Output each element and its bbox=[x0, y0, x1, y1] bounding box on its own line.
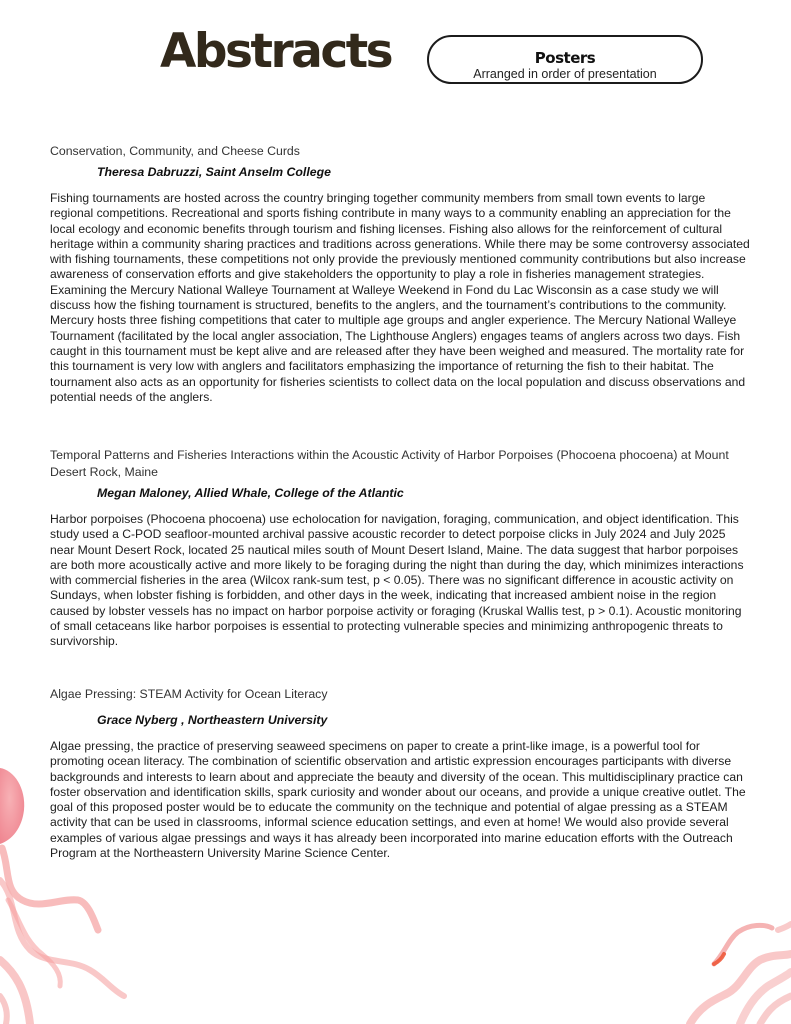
abstract-2 bbox=[50, 447, 750, 650]
abstract-title: Algae Pressing: STEAM Activity for Ocean Literacy bbox=[50, 687, 328, 701]
page-title: Abstracts bbox=[160, 24, 392, 79]
abstract-title: Temporal Patterns and Fisheries Interactions within the Acoustic Activity of Harbor Porpoises (Phocoena phocoena) at Mount Desert Rock, Maine bbox=[50, 448, 729, 479]
abstract-3 bbox=[50, 686, 750, 861]
abstract-author: Theresa Dabruzzi, Saint Anselm College bbox=[97, 165, 331, 179]
abstract-body: Algae pressing, the practice of preserving seaweed specimens on paper to create a print-like image, is a powerful tool for promoting ocean literacy. The combination of scientific observation and artistic expression encourages participants with diverse backgrounds and interests to learn about and appreciate the beauty and diversity of the ocean. This multidisciplinary practice can foster observation and identification skills, spark curiosity and wonder about our oceans, and provide a unique creative outlet. The goal of this proposed poster would be to educate the community on the technique and potential of algae pressing as a STEAM activity that can be used in classrooms, informal science education settings, and even at home! We would also provide several examples of various algae pressings and ways it has already been incorporated into marine education efforts with the Outreach Program at the Northeastern University Marine Science Center. bbox=[50, 739, 746, 861]
abstract-title: Conservation, Community, and Cheese Curds bbox=[50, 144, 300, 158]
abstract-author: Grace Nyberg , Northeastern University bbox=[97, 713, 328, 727]
abstract-body: Fishing tournaments are hosted across the country bringing together community members from small town events to large regional competitions. Recreational and sports fishing contribute in many ways to a community enabling an appreciation for the local ecology and economic benefits through tourism and fishing licenses. Fishing also allows for the reinforcement of cultural heritage within a community sharing practices and traditions across generations. While there may be some controversy associated with fishing tournaments, these competitions not only provide the previously mentioned community contributions but also increase awareness of conservation efforts and give stakeholders the opportunity to play a role in fisheries management strategies. Examining the Mercury National Walleye Tournament at Walleye Weekend in Fond du Lac Wisconsin as a case study we will discuss how the fishing tournament is structured, benefits to the anglers, and the tournament’s contributions to the community. Mercury hosts three fishing competitions that cater to multiple age groups and angler experience. The Mercury National Walleye Tournament (facilitated by the local angler association, The Lighthouse Anglers) engages teams of anglers across two days. Fish caught in this tournament must be kept alive and are released after they have been weighed and measured. The mortality rate for this tournament is very low with anglers and facilitators emphasizing the importance of returning the fish to their habitat. The tournament also acts as an opportunity for fisheries scientists to collect data on the local population and discuss observations and potential needs of the anglers. bbox=[50, 191, 750, 404]
abstract-author: Megan Maloney, Allied Whale, College of the Atlantic bbox=[97, 486, 404, 500]
abstract-body: Harbor porpoises (Phocoena phocoena) use echolocation for navigation, foraging, communication, and object identification. This study used a C-POD seafloor-mounted archival passive acoustic recorder to detect porpoise clicks in July 2024 and July 2025 near Mount Desert Rock, located 25 nautical miles south of Mount Desert Island, Maine. The data suggest that harbor porpoises are both more acoustically active and more likely to be foraging during the night than during the day, which minimizes interactions with commercial fisheries in the area (Wilcox rank-sum test, p < 0.05). There was no significant difference in acoustic activity on Sundays, when lobster fishing is forbidden, and other days in the week, indicating that increased ambient noise in the region caused by lobster vessels has no impact on harbor porpoise activity or foraging (Kruskal Wallis test, p > 0.1). Acoustic monitoring of small cetaceans like harbor porpoises is essential to protecting vulnerable species and minimizing anthropogenic threats to survivorship. bbox=[50, 512, 744, 649]
abstract-1 bbox=[50, 143, 750, 405]
section-note: Arranged in order of presentation bbox=[473, 66, 657, 81]
tentacles-illustration bbox=[680, 910, 791, 1024]
section-badge bbox=[427, 35, 703, 84]
section-label: Posters bbox=[534, 49, 596, 67]
